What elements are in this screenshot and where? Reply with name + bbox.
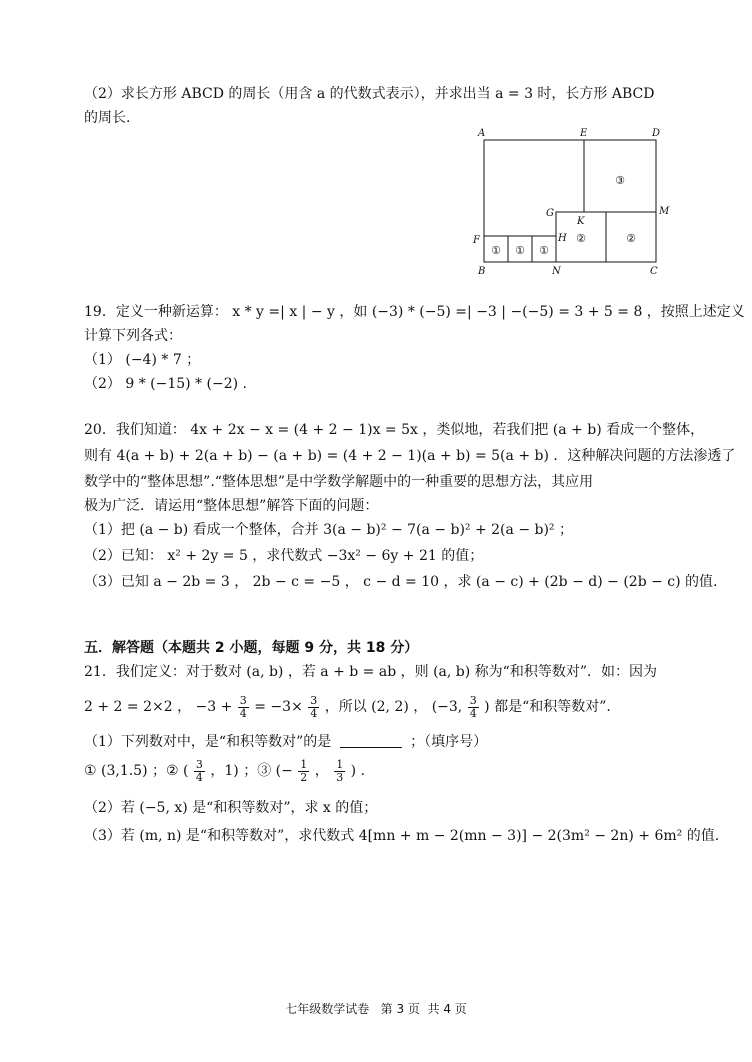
fraction-1-3	[334, 759, 345, 784]
frac-den: 3	[336, 770, 344, 784]
frac-den: 2	[300, 770, 308, 784]
page-footer: 七年级数学试卷 第 3 页 共 4 页	[285, 1002, 467, 1016]
mark-2-left: ②	[576, 232, 586, 245]
q20-line3: 数学中的“整体思想”.“整体思想”是中学数学解题中的一种重要的思想方法，其应用	[84, 474, 594, 490]
q21-line2-d: ) 都是“和积等数对”.	[484, 699, 611, 715]
label-D: D	[652, 128, 661, 139]
q21-line1: 21．我们定义：对于数对 (a, b) ，若 a + b = ab ，则 (a, b) 称为“和积等数对”．如：因为	[84, 664, 657, 680]
fraction-1-2	[298, 759, 309, 784]
q20-part2: （2）已知： x² + 2y = 5 ，求代数式 −3x² − 6y + 21 的值；	[84, 548, 484, 564]
q21-part2: （2）若 (−5, x) 是“和积等数对”，求 x 的值；	[84, 800, 378, 816]
q20-line4: 极为广泛．请运用“整体思想”解答下面的问题：	[84, 498, 379, 514]
frac-num: 1	[300, 757, 308, 771]
q19-line2: 计算下列各式：	[84, 328, 182, 344]
label-G: G	[546, 208, 554, 219]
fraction-3-4-d	[194, 759, 205, 784]
q21-line2-a: 2 + 2 = 2×2 ， −3 +	[84, 699, 233, 715]
mark-1-a: ①	[491, 244, 501, 257]
label-H: H	[558, 233, 567, 244]
q21-part3: （3）若 (m, n) 是“和积等数对”，求代数式 4[mn + m − 2(mn − 3)] − 2(3m² − 2n) + 6m² 的值.	[84, 828, 720, 844]
option-text-c: ，	[314, 763, 329, 779]
q20-part1: （1）把 (a − b) 看成一个整体，合并 3(a − b)² − 7(a − b)² + 2(a − b)² ；	[84, 522, 573, 538]
frac-den: 4	[195, 770, 203, 784]
q18-part2-line1: （2）求长方形 ABCD 的周长（用含 a 的代数式表示），并求出当 a = 3 时，长方形 ABCD	[84, 86, 655, 102]
label-F: F	[473, 235, 480, 246]
label-N: N	[552, 266, 561, 276]
option-text-d: ) .	[350, 763, 366, 779]
q21-line2-b: = −3×	[254, 699, 303, 715]
q20-line2: 则有 4(a + b) + 2(a + b) − (a + b) = (4 + 2 − 1)(a + b) = 5(a + b) ．这种解决问题的方法渗透了	[84, 448, 736, 464]
q20-line1: 20．我们知道： 4x + 2x − x = (4 + 2 − 1)x = 5x ，类似地，若我们把 (a + b) 看成一个整体，	[84, 422, 705, 438]
q21-options	[84, 756, 365, 786]
option-text-b: ，1) ；③ (−	[210, 763, 293, 779]
label-B: B	[478, 266, 486, 276]
q19-line1: 19．定义一种新运算： x * y =| x | − y ，如 (−3) * (−5) =| −3 | −(−5) = 3 + 5 = 8 ，按照上述定义	[84, 304, 745, 320]
q21-line2-c: ，所以 (2, 2) ， (−3,	[324, 699, 463, 715]
label-E: E	[580, 128, 588, 139]
frac-num: 3	[310, 693, 318, 707]
fraction-3-4-b	[308, 695, 319, 720]
label-A: A	[478, 128, 486, 139]
mark-3: ③	[615, 174, 625, 187]
label-M: M	[659, 206, 670, 217]
q21-line2	[84, 692, 611, 722]
q18-part2-line2: 的周长.	[84, 110, 131, 126]
q20-part3: （3）已知 a − 2b = 3 ， 2b − c = −5 ， c − d = 10 ，求 (a − c) + (2b − d) − (2b − c) 的值.	[84, 574, 718, 590]
q19-part2: （2） 9 * (−15) * (−2) .	[84, 376, 247, 392]
section-5-heading: 五．解答题（本题共 2 小题，每题 9 分，共 18 分）	[84, 640, 419, 656]
q21-part1-text: （1）下列数对中，是“和积等数对”的是	[84, 734, 332, 750]
frac-num: 3	[239, 693, 247, 707]
fraction-3-4-c	[468, 695, 479, 720]
mark-2-right: ②	[626, 232, 636, 245]
frac-num: 3	[469, 693, 477, 707]
frac-num: 1	[336, 757, 344, 771]
label-C: C	[650, 266, 658, 276]
answer-blank[interactable]	[340, 733, 402, 748]
mark-1-c: ①	[539, 244, 549, 257]
q21-part1	[84, 732, 487, 752]
q21-part1-suffix: ；（填序号）	[410, 734, 488, 750]
q19-part1: （1） (−4) * 7 ；	[84, 352, 201, 368]
frac-den: 4	[310, 706, 318, 720]
frac-den: 4	[239, 706, 247, 720]
fraction-3-4-a	[238, 695, 249, 720]
label-K: K	[577, 216, 585, 227]
mark-1-b: ①	[515, 244, 525, 257]
frac-num: 3	[195, 757, 203, 771]
rectangle-figure	[470, 124, 690, 276]
frac-den: 4	[469, 706, 477, 720]
option-text-a: ① (3,1.5) ；② (	[84, 763, 189, 779]
